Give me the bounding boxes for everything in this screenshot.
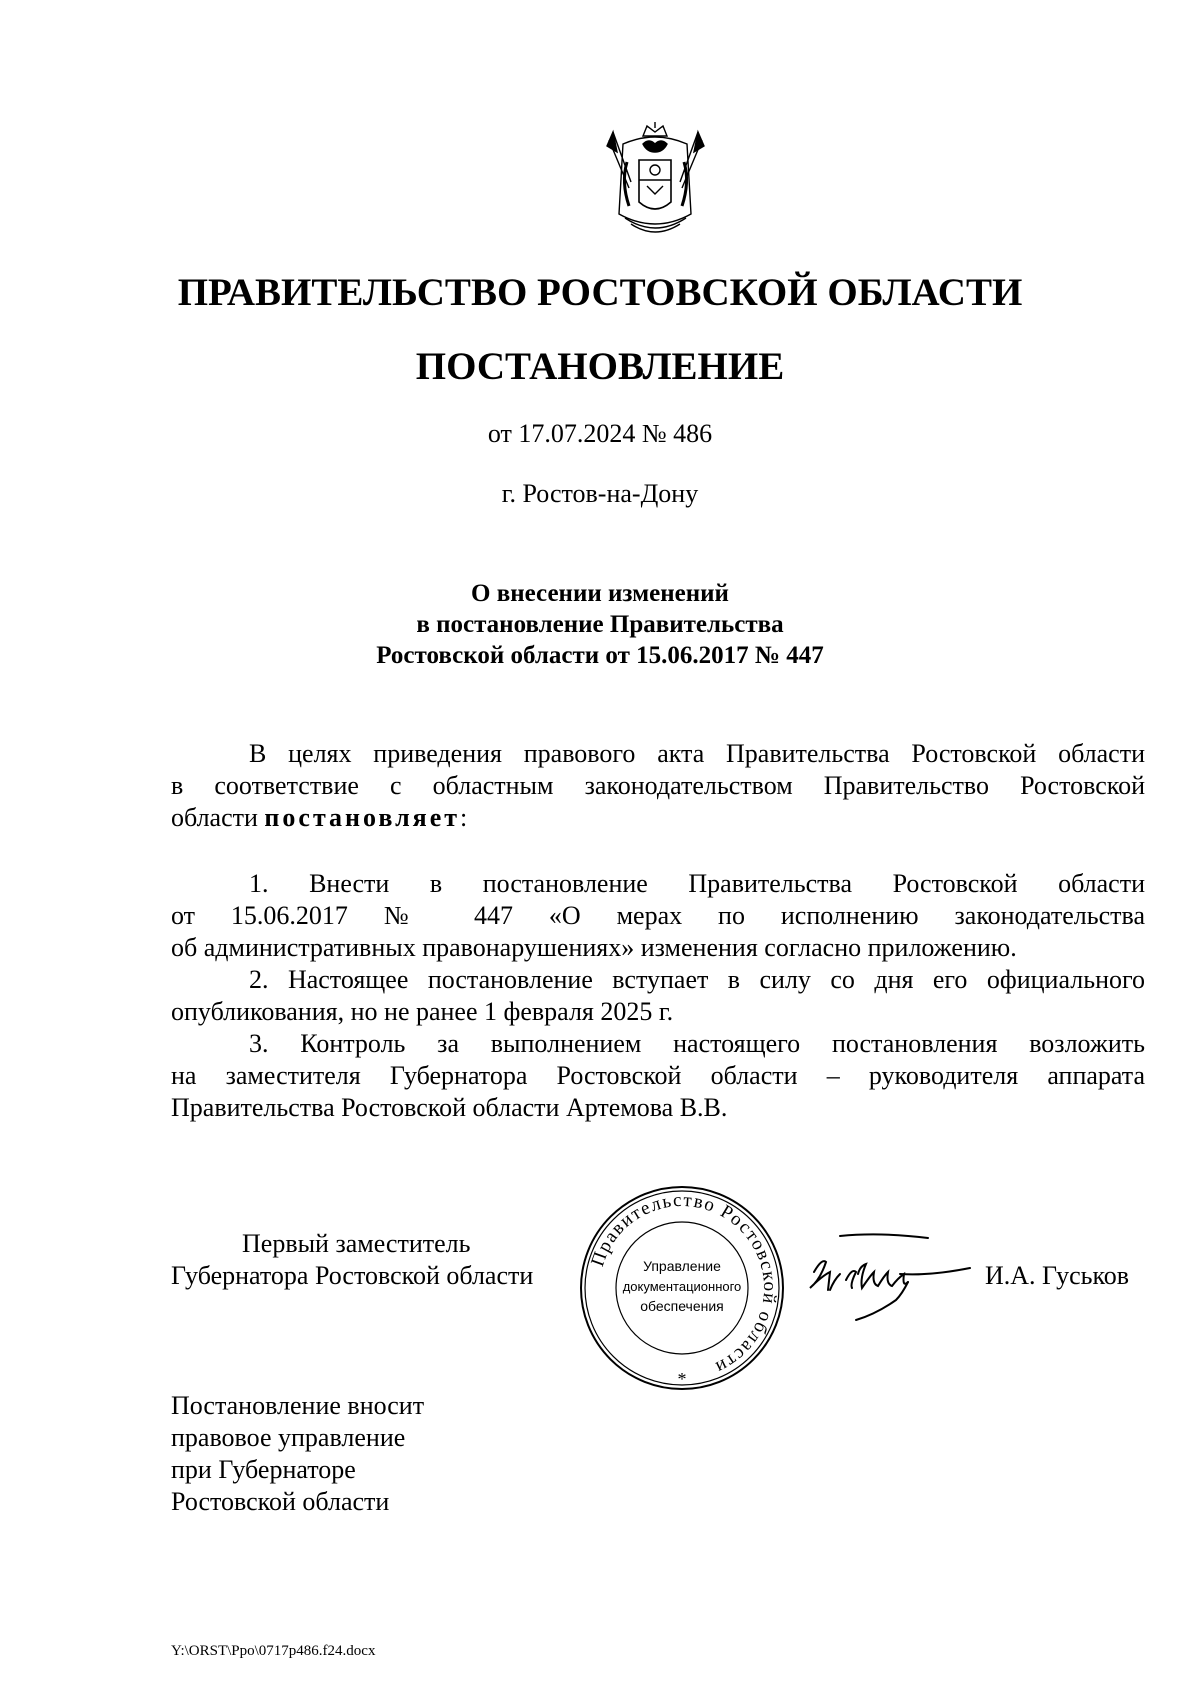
stamp-center-line: обеспечения (640, 1298, 724, 1314)
document-subject (0, 578, 1200, 671)
item-line: от 15.06.2017 № 447 «О мерах по исполнению законодательства (171, 901, 1145, 930)
item-line-last: об административных правонарушениях» изменения согласно приложению. (171, 933, 1017, 962)
item-line: на заместителя Губернатора Ростовской области – руководителя аппарата (171, 1061, 1145, 1090)
document-date-number: от 17.07.2024 № 486 (487, 419, 713, 448)
preamble-line: В целях приведения правового акта Правительства Ростовской области (249, 739, 1145, 768)
stamp-star: * (677, 1369, 687, 1389)
submitter-line: при Губернаторе (171, 1455, 356, 1484)
round-seal-stamp-icon (577, 1183, 787, 1393)
item-line: 1. Внести в постановление Правительства Ростовской области (249, 869, 1145, 898)
item-line: 3. Контроль за выполнением настоящего постановления возложить (249, 1029, 1145, 1058)
document-type-title: ПОСТАНОВЛЕНИЕ (415, 345, 785, 388)
rostov-oblast-coat-of-arms-icon (603, 122, 708, 240)
preamble-line-last (171, 802, 1145, 834)
stamp-center-line: документационного (622, 1279, 742, 1294)
submitter-block (171, 1390, 424, 1518)
preamble-decree-word: постановляет (264, 803, 461, 832)
subject-line: Ростовской области от 15.06.2017 № 447 (376, 642, 824, 669)
decree-item (171, 964, 1145, 1028)
submitter-line: правовое управление (171, 1423, 406, 1452)
item-line-last: опубликования, но не ранее 1 февраля 2025 г. (171, 997, 674, 1026)
item-line-last: Правительства Ростовской области Артемова В.В. (171, 1093, 728, 1122)
decree-items (171, 868, 1145, 1124)
preamble-prefix: области (171, 803, 258, 832)
subject-line: О внесении изменений (471, 580, 729, 607)
preamble-suffix: : (460, 803, 468, 832)
submitter-line: Ростовской области (171, 1487, 390, 1516)
preamble-line: в соответствие с областным законодательством Правительство Ростовской (171, 771, 1145, 800)
document-city: г. Ростов-на-Дону (501, 479, 699, 508)
signer-title-line2: Губернатора Ростовской области (171, 1261, 534, 1290)
signer-title-line1: Первый заместитель (242, 1229, 471, 1258)
submitter-line: Постановление вносит (171, 1391, 425, 1420)
preamble-paragraph (171, 738, 1145, 834)
subject-line: в постановление Правительства (416, 611, 784, 638)
stamp-center-line: Управление (643, 1258, 721, 1274)
footer-file-path: Y:\ORST\Ppo\0717p486.f24.docx (171, 1643, 376, 1659)
stamp-ring-text: Правительство Ростовской области (587, 1189, 781, 1379)
decree-item (171, 868, 1145, 964)
signer-name: И.А. Гуськов (985, 1261, 1130, 1290)
handwritten-signature-icon (800, 1232, 980, 1322)
organization-title: ПРАВИТЕЛЬСТВО РОСТОВСКОЙ ОБЛАСТИ (177, 271, 1023, 314)
decree-item (171, 1028, 1145, 1124)
item-line: 2. Настоящее постановление вступает в силу со дня его официального (249, 965, 1145, 994)
